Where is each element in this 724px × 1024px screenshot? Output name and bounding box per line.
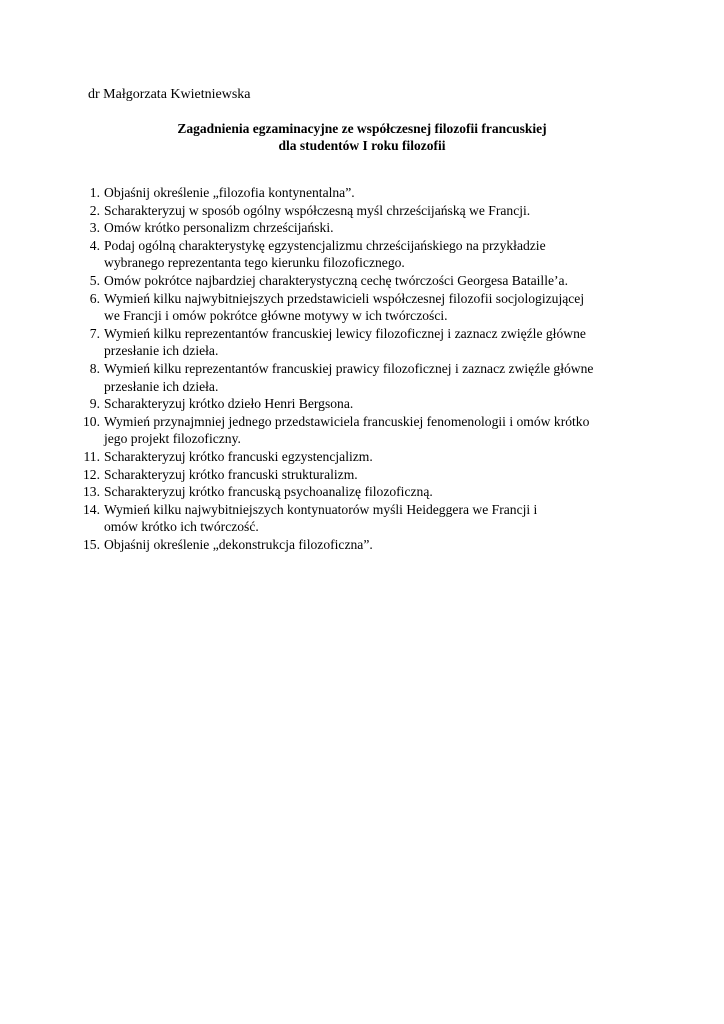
question-text — [104, 202, 668, 220]
question-text-line: Scharakteryzuj krótko francuski egzystencjalizm. — [104, 448, 373, 464]
question-item — [68, 184, 668, 202]
question-text — [104, 290, 668, 325]
question-text — [104, 219, 668, 237]
question-text-line: Scharakteryzuj w sposób ogólny współczesną myśl chrześcijańską we Francji. — [104, 202, 531, 218]
question-item — [68, 413, 668, 448]
question-text — [104, 237, 668, 272]
question-number: 12. — [83, 466, 100, 482]
question-text-line: Wymień kilku reprezentantów francuskiej prawicy filozoficznej i zaznacz zwięźle główne — [104, 360, 594, 376]
question-text — [104, 483, 668, 501]
question-text-line: Wymień kilku najwybitniejszych przedstawicieli współczesnej filozofii socjologizującej — [104, 290, 585, 306]
title-line-2: dla studentów I roku filozofii — [278, 138, 446, 153]
question-number: 4. — [89, 237, 100, 253]
question-item — [68, 501, 668, 536]
question-text — [104, 466, 668, 484]
question-list — [68, 184, 668, 553]
question-item — [68, 237, 668, 272]
question-item — [68, 325, 668, 360]
question-item — [68, 272, 668, 290]
question-number: 11. — [83, 448, 100, 464]
question-number: 15. — [83, 536, 100, 552]
question-text-line: Omów pokrótce najbardziej charakterystyczną cechę twórczości Georgesa Bataille’a. — [104, 272, 568, 288]
question-number: 2. — [89, 202, 100, 218]
question-item — [68, 448, 668, 466]
question-text-line: omów krótko ich twórczość. — [104, 519, 259, 535]
question-text — [104, 360, 668, 395]
question-item — [68, 536, 668, 554]
author-name: dr Małgorzata Kwietniewska — [88, 87, 251, 102]
question-text-line: jego projekt filozoficzny. — [104, 431, 241, 447]
question-number: 13. — [83, 484, 100, 500]
question-item — [68, 395, 668, 413]
question-item — [68, 466, 668, 484]
question-item — [68, 219, 668, 237]
title-line-1: Zagadnienia egzaminacyjne ze współczesnej filozofii francuskiej — [177, 121, 547, 136]
question-text — [104, 272, 668, 290]
question-text — [104, 536, 668, 554]
question-number: 8. — [89, 360, 100, 376]
question-text-line: Objaśnij określenie „filozofia kontynentalna”. — [104, 185, 355, 200]
question-number: 7. — [89, 325, 100, 341]
question-text-line: Scharakteryzuj krótko francuską psychoanalizę filozoficzną. — [104, 484, 433, 500]
document-title — [88, 120, 636, 154]
question-item — [68, 202, 668, 220]
question-text — [104, 325, 668, 360]
question-item — [68, 290, 668, 325]
question-item — [68, 483, 668, 501]
question-text-line: we Francji i omów pokrótce główne motywy w ich twórczości. — [104, 308, 448, 324]
question-text-line: Wymień kilku najwybitniejszych kontynuatorów myśli Heideggera we Francji i — [104, 501, 538, 517]
question-number: 5. — [89, 272, 100, 288]
question-text-line: przesłanie ich dzieła. — [104, 343, 219, 359]
question-text-line: Scharakteryzuj krótko dzieło Henri Bergsona. — [104, 396, 354, 412]
question-number: 9. — [89, 396, 100, 412]
question-number: 10. — [83, 413, 100, 429]
question-text — [104, 184, 668, 202]
question-text-line: Podaj ogólną charakterystykę egzystencjalizmu chrześcijańskiego na przykładzie — [104, 237, 546, 253]
question-text-line: wybranego reprezentanta tego kierunku filozoficznego. — [104, 255, 405, 271]
question-text-line: przesłanie ich dzieła. — [104, 378, 219, 394]
question-number: 3. — [89, 220, 100, 236]
question-number: 14. — [83, 501, 100, 517]
question-text — [104, 501, 668, 536]
question-number: 1. — [89, 185, 100, 200]
question-text — [104, 395, 668, 413]
question-item — [68, 360, 668, 395]
question-number: 6. — [89, 290, 100, 306]
question-text-line: Wymień przynajmniej jednego przedstawiciela francuskiej fenomenologii i omów krótko — [104, 413, 590, 429]
question-text — [104, 413, 668, 448]
question-text-line: Omów krótko personalizm chrześcijański. — [104, 220, 334, 236]
question-text-line: Objaśnij określenie „dekonstrukcja filozoficzna”. — [104, 536, 373, 552]
question-text-line: Scharakteryzuj krótko francuski strukturalizm. — [104, 466, 358, 482]
question-text — [104, 448, 668, 466]
question-text-line: Wymień kilku reprezentantów francuskiej lewicy filozoficznej i zaznacz zwięźle główne — [104, 325, 586, 341]
